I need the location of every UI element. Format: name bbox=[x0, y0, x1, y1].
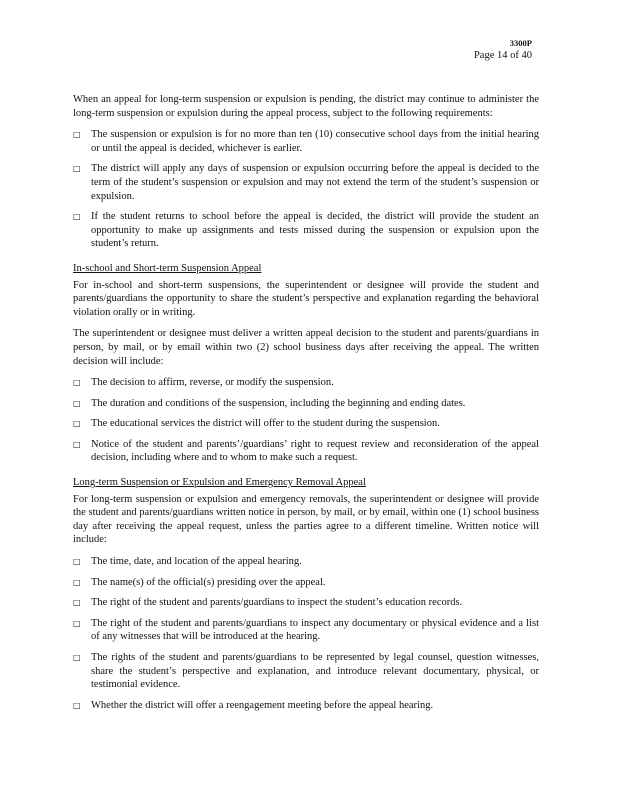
list-item-text: The right of the student and parents/guardians to inspect any documentary or physical evidence and a list of any witnesses that will be introduced at the hearing. bbox=[91, 617, 539, 643]
bullet-icon: □ bbox=[73, 598, 81, 608]
list-item bbox=[73, 576, 539, 590]
short-term-paragraph-1: For in-school and short-term suspensions, the superintendent or designee will provide the student and parents/guardians the opportunity to share the student’s perspective and explanation regarding the behavioral violation orally or in writing. bbox=[73, 279, 539, 318]
list-item bbox=[73, 596, 539, 610]
page-number: Page 14 of 40 bbox=[473, 50, 532, 61]
section-heading-short-term: In-school and Short-term Suspension Appeal bbox=[73, 262, 262, 274]
list-item bbox=[73, 376, 539, 390]
bullet-icon: □ bbox=[73, 419, 81, 429]
list-item-text: The suspension or expulsion is for no more than ten (10) consecutive school days from the initial hearing or until the appeal is decided, whichever is earlier. bbox=[91, 129, 539, 154]
list-item bbox=[73, 397, 539, 411]
list-item-text: The right of the student and parents/guardians to inspect the student’s education records. bbox=[91, 597, 463, 609]
list-item bbox=[73, 617, 539, 644]
list-item-text: Whether the district will offer a reengagement meeting before the appeal hearing. bbox=[91, 699, 434, 711]
short-term-bullet-list bbox=[73, 376, 539, 465]
list-item-text: The time, date, and location of the appeal hearing. bbox=[91, 556, 302, 568]
list-item bbox=[73, 555, 539, 569]
policy-number: 3300P bbox=[509, 38, 532, 48]
list-item-text: The name(s) of the official(s) presiding over the appeal. bbox=[91, 576, 326, 588]
intro-paragraph: When an appeal for long-term suspension or expulsion is pending, the district may continue to administer the long-term suspension or expulsion during the appeal process, subject to the following requirements: bbox=[73, 94, 539, 119]
list-item-text: The educational services the district will offer to the student during the suspension. bbox=[91, 418, 440, 430]
list-item-text: The district will apply any days of suspension or expulsion occurring before the appeal is decided to the term of the student’s suspension or expulsion and may not extend the term of the student’s suspension or expulsion. bbox=[91, 163, 539, 202]
list-item bbox=[73, 438, 539, 465]
list-item-text: Notice of the student and parents’/guardians’ right to request review and reconsideration of the appeal decision, including where and to whom to make such a request. bbox=[91, 438, 539, 464]
bullet-icon: □ bbox=[73, 130, 81, 140]
bullet-icon: □ bbox=[73, 212, 81, 222]
page-header bbox=[474, 38, 532, 62]
list-item-text: The rights of the student and parents/guardians to be represented by legal counsel, question witnesses, share the student’s perspective and explanation, and introduce relevant documentary, physical, or testimonial evidence. bbox=[91, 652, 539, 691]
bullet-icon: □ bbox=[73, 700, 81, 710]
long-term-paragraph-1: For long-term suspension or expulsion and emergency removals, the superintendent or designee will provide the student and parents/guardians written notice in person, by mail, or by email, within one (1) school business day after receiving the appeal request, unless the parties agree to a different timeline. Written notice will include: bbox=[73, 493, 539, 546]
list-item-text: The duration and conditions of the suspension, including the beginning and ending dates. bbox=[91, 397, 466, 409]
bullet-icon: □ bbox=[73, 398, 81, 408]
list-item bbox=[73, 128, 539, 155]
bullet-icon: □ bbox=[73, 378, 81, 388]
bullet-icon: □ bbox=[73, 577, 81, 587]
list-item bbox=[73, 210, 539, 251]
bullet-icon: □ bbox=[73, 618, 81, 628]
list-item bbox=[73, 651, 539, 692]
list-item bbox=[73, 162, 539, 203]
document-body bbox=[73, 93, 539, 719]
list-item bbox=[73, 417, 539, 431]
list-item-text: If the student returns to school before the appeal is decided, the district will provide the student an opportunity to make up assignments and tests missed during the suspension or expulsion upon the student’s return. bbox=[91, 211, 539, 250]
long-term-bullet-list bbox=[73, 555, 539, 712]
list-item-text: The decision to affirm, reverse, or modify the suspension. bbox=[91, 377, 334, 389]
short-term-paragraph-2: The superintendent or designee must deliver a written appeal decision to the student and parents/guardians in person, by mail, or by email within two (2) school business days after receiving the appeal. The written decision will include: bbox=[73, 328, 539, 367]
bullet-icon: □ bbox=[73, 653, 81, 662]
intro-bullet-list bbox=[73, 128, 539, 251]
bullet-icon: □ bbox=[73, 439, 81, 449]
list-item bbox=[73, 699, 539, 713]
section-heading-long-term: Long-term Suspension or Expulsion and Emergency Removal Appeal bbox=[73, 477, 366, 489]
bullet-icon: □ bbox=[73, 164, 81, 174]
bullet-icon: □ bbox=[73, 557, 81, 567]
